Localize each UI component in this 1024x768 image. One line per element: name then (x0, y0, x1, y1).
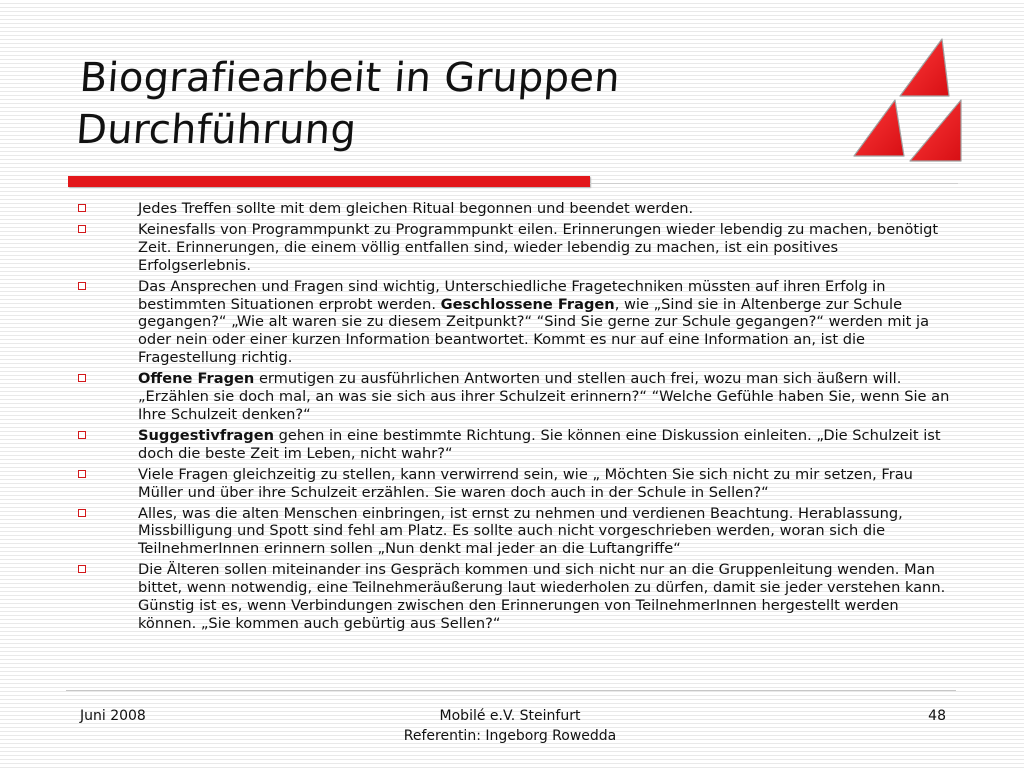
bullet-list (74, 200, 954, 636)
footer-organization: Mobilé e.V. Steinfurt (439, 708, 581, 724)
bullet-text (138, 561, 954, 633)
slide-number: 48 (928, 708, 946, 724)
footer-center (300, 706, 720, 746)
bullet-text (138, 370, 954, 424)
bullet-item (74, 370, 954, 424)
title-divider (68, 176, 958, 188)
bullet-text-run: Alles, was die alten Menschen einbringen, ist ernst zu nehmen und verdienen Beachtung. Herablassung, Missbilligung und Spott sind fehl am Platz. Es sollte auch nicht vorgeschrieben werden, woran sich die TeilnehmerInnen erinnern sollen „Nun denkt mal jeder an die Luftangriffe“ (138, 504, 903, 558)
bullet-text (138, 505, 954, 559)
bullet-emphasis: Offene Fragen (138, 370, 255, 388)
bullet-emphasis: Suggestivfragen (138, 426, 274, 444)
square-bullet-icon (78, 225, 86, 233)
bullet-emphasis: Geschlossene Fragen (440, 295, 615, 313)
footer-date: Juni 2008 (80, 708, 146, 724)
bullet-text-run: Jedes Treffen sollte mit dem gleichen Ritual begonnen und beendet werden. (138, 200, 694, 217)
bullet-item (74, 221, 954, 275)
bullet-text (138, 278, 954, 368)
square-bullet-icon (78, 204, 86, 212)
square-bullet-icon (78, 282, 86, 290)
bullet-text-run: , wie „Sind sie in Altenberge zur Schule gegangen?“ „Wie alt waren sie zu diesem Zeitpunkt?“ “Sind Sie gerne zur Schule gegangen?“ werden mit ja oder nein oder einer kurzen Information beantwortet. Kommt es nur auf eine Information an, ist die Fragestellung richtig. (138, 295, 930, 367)
title-line-1: Biografiearbeit in Gruppen (78, 55, 622, 101)
bullet-text (138, 221, 954, 275)
red-triangles-logo-icon (848, 36, 966, 166)
bullet-text-run: Viele Fragen gleichzeitig zu stellen, kann verwirrend sein, wie „ Möchten Sie sich nicht zu mir setzen, Frau Müller und über ihre Schulzeit erzählen. Sie waren doch auch in der Schule in Sellen?“ (138, 465, 913, 501)
bullet-text-run: Keinesfalls von Programmpunkt zu Programmpunkt eilen. Erinnerungen wieder lebendig zu machen, benötigt Zeit. Erinnerungen, die einem völlig entfallen sind, wieder lebendig zu machen, ist ein positives Erfolgserlebnis. (138, 220, 939, 274)
bullet-text (138, 427, 954, 463)
square-bullet-icon (78, 565, 86, 573)
title-divider-accent (68, 176, 590, 187)
bullet-text-run: gehen in eine bestimmte Richtung. Sie können eine Diskussion einleiten. „Die Schulzeit ist doch die beste Zeit im Leben, nicht wahr?“ (138, 426, 941, 462)
square-bullet-icon (78, 431, 86, 439)
bullet-text-run: Das Ansprechen und Fragen sind wichtig, Unterschiedliche Fragetechniken müssten auf ihren Erfolg in bestimmten Situationen erprobt werden. (138, 277, 886, 313)
bullet-text (138, 200, 954, 218)
square-bullet-icon (78, 509, 86, 517)
bullet-item (74, 561, 954, 633)
square-bullet-icon (78, 470, 86, 478)
slide-title (74, 52, 841, 156)
bullet-text-run: Die Älteren sollen miteinander ins Gespräch kommen und sich nicht nur an die Gruppenleitung wenden. Man bittet, wenn notwendig, eine Teilnehmeräußerung laut wiederholen zu dürfen, damit sie jeder verstehen kann. Günstig ist es, wenn Verbindungen zwischen den Erinnerungen von TeilnehmerInnen hergestellt werden können. „Sie kommen auch gebürtig aus Sellen?“ (138, 561, 946, 632)
title-divider-line (590, 183, 958, 184)
bullet-item (74, 427, 954, 463)
bullet-item (74, 278, 954, 368)
bullet-item (74, 505, 954, 559)
bullet-text-run: ermutigen zu ausführlichen Antworten und stellen auch frei, wozu man sich äußern will. „Erzählen sie doch mal, an was sie sich aus ihrer Schulzeit erinnern?“ “Welche Gefühle haben Sie, wenn Sie an Ihre Schulzeit denken?“ (138, 370, 950, 423)
bullet-item (74, 200, 954, 218)
square-bullet-icon (78, 374, 86, 382)
footer-divider (66, 690, 956, 691)
title-line-2: Durchführung (74, 107, 358, 153)
footer-speaker: Referentin: Ingeborg Rowedda (403, 728, 617, 744)
bullet-item (74, 466, 954, 502)
bullet-text (138, 466, 954, 502)
